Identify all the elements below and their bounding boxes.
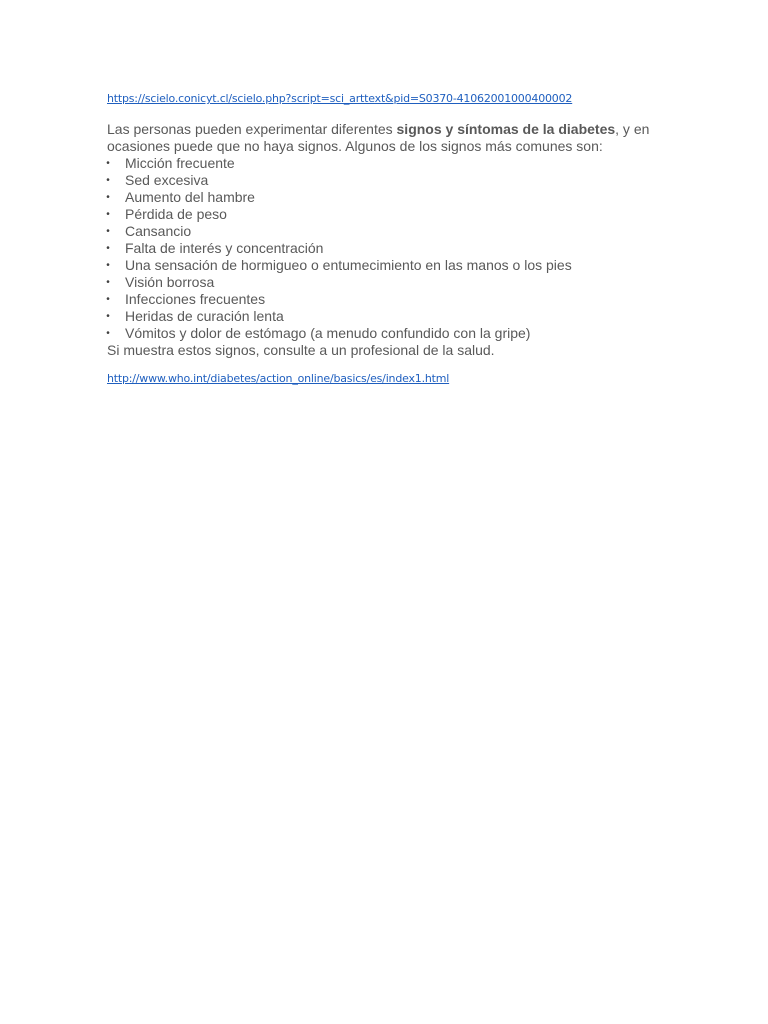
list-item-text: Falta de interés y concentración: [125, 240, 324, 256]
list-item-text: Cansancio: [125, 223, 192, 239]
list-item: [107, 172, 667, 189]
who-link[interactable]: http://www.who.int/diabetes/action_online/basics/es/index1.html: [107, 372, 450, 385]
list-item: [107, 291, 667, 308]
bullet-icon: •: [106, 328, 110, 339]
bullet-icon: •: [106, 243, 110, 254]
scielo-link[interactable]: https://scielo.conicyt.cl/scielo.php?script=sci_arttext&pid=S0370-41062001000400002: [107, 92, 573, 105]
intro-text-before: Las personas pueden experimentar diferentes: [107, 121, 397, 137]
bullet-icon: •: [106, 209, 110, 220]
list-item: [107, 206, 667, 223]
intro-text-after: , y en ocasiones puede que no haya signos. Algunos de los signos más comunes son:: [107, 121, 650, 154]
list-item: [107, 155, 667, 172]
list-item-text: Pérdida de peso: [125, 206, 227, 222]
list-item-text: Heridas de curación lenta: [125, 308, 284, 324]
signs-list: [107, 155, 667, 342]
list-item-text: Vómitos y dolor de estómago (a menudo confundido con la gripe): [125, 325, 531, 341]
bullet-icon: •: [106, 226, 110, 237]
list-item: [107, 308, 667, 325]
list-item-text: Una sensación de hormigueo o entumecimiento en las manos o los pies: [125, 257, 572, 273]
bullet-icon: •: [106, 158, 110, 169]
bullet-icon: •: [106, 192, 110, 203]
bullet-icon: •: [106, 294, 110, 305]
bullet-icon: •: [106, 311, 110, 322]
list-item: [107, 257, 667, 274]
intro-bold-text: signos y síntomas de la diabetes: [396, 121, 616, 137]
list-item: [107, 274, 667, 291]
list-item-text: Infecciones frecuentes: [125, 291, 266, 307]
bullet-icon: •: [106, 277, 110, 288]
list-item-text: Micción frecuente: [125, 155, 235, 171]
list-item: [107, 325, 667, 342]
document-body: [107, 121, 667, 359]
list-item-text: Sed excesiva: [125, 172, 209, 188]
list-item: [107, 189, 667, 206]
closing-paragraph: Si muestra estos signos, consulte a un profesional de la salud.: [107, 342, 495, 358]
intro-paragraph: [107, 121, 667, 155]
list-item-text: Visión borrosa: [125, 274, 215, 290]
list-item: [107, 223, 667, 240]
bullet-icon: •: [106, 175, 110, 186]
list-item-text: Aumento del hambre: [125, 189, 255, 205]
list-item: [107, 240, 667, 257]
bullet-icon: •: [106, 260, 110, 271]
